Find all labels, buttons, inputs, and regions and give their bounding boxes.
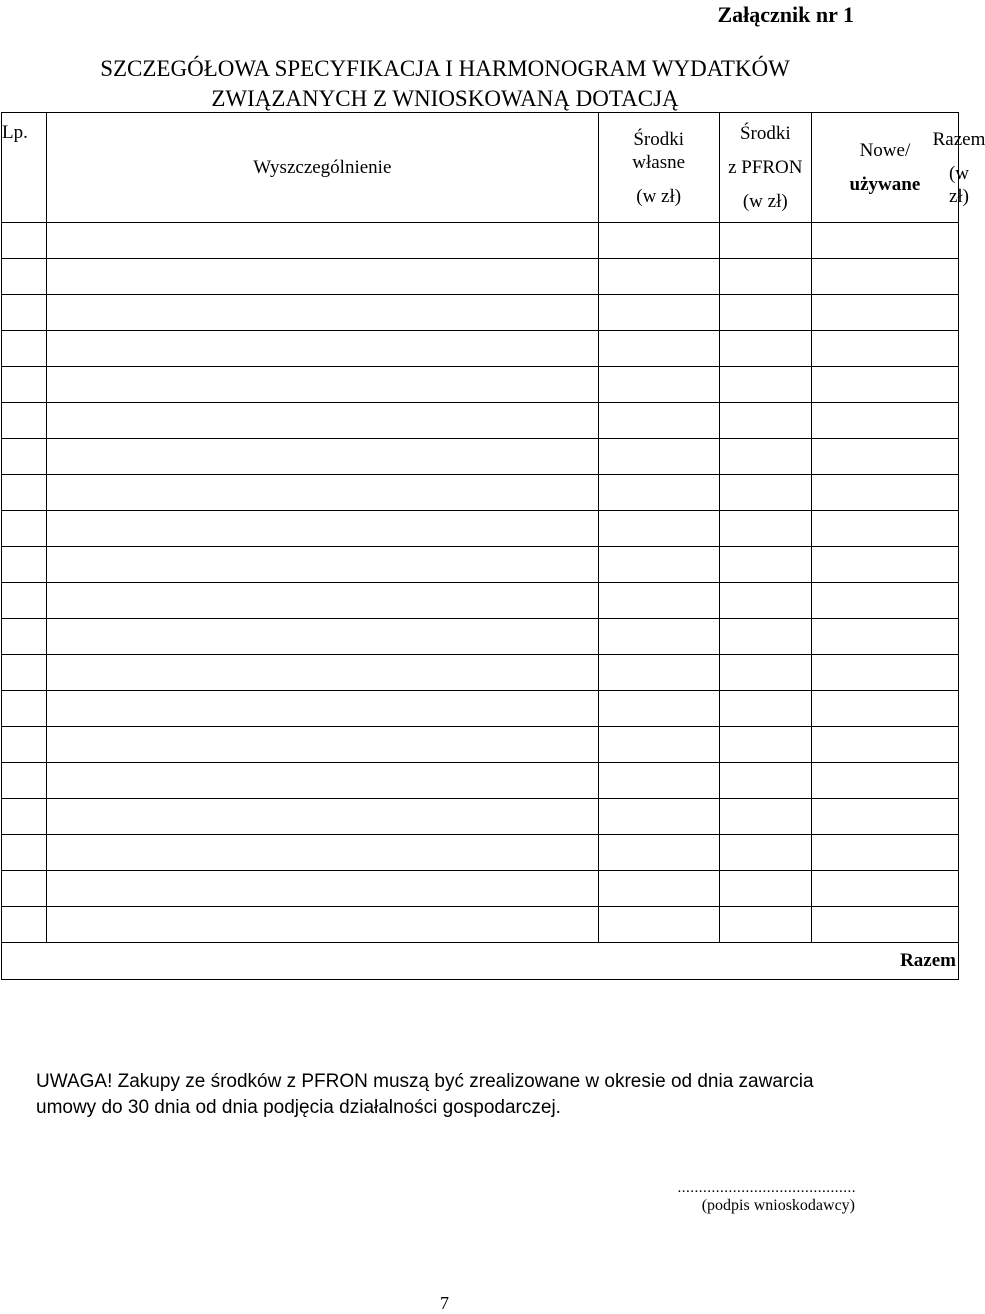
header-pfron-funds: Środki z PFRON (w zł)	[719, 113, 811, 223]
own-funds-cell[interactable]	[598, 583, 719, 619]
header-description: Wyszczególnienie	[47, 113, 599, 223]
pfron-funds-cell[interactable]	[719, 331, 811, 367]
table-row	[2, 547, 959, 583]
table-header-row: Lp. Wyszczególnienie Środki własne (w zł) Środki z PFRON (w zł) Nowe/ używane Razem (w zł)	[2, 113, 959, 223]
description-cell[interactable]	[47, 583, 599, 619]
header-new-used: Nowe/ używane	[811, 113, 958, 223]
own-funds-cell[interactable]	[598, 367, 719, 403]
lp-cell[interactable]	[2, 511, 47, 547]
note-paragraph	[36, 1069, 866, 1121]
description-cell[interactable]	[47, 691, 599, 727]
pfron-funds-cell[interactable]	[719, 619, 811, 655]
document-title-line2: ZWIĄZANYCH Z WNIOSKOWANĄ DOTACJĄ	[211, 86, 679, 111]
table-row	[2, 475, 959, 511]
own-funds-cell[interactable]	[598, 511, 719, 547]
total-row	[2, 943, 959, 980]
header-lp: Lp.	[2, 113, 47, 223]
new-used-cell[interactable]	[811, 367, 958, 403]
lp-cell[interactable]	[2, 799, 47, 835]
table-body	[2, 223, 959, 943]
table-row	[2, 907, 959, 943]
lp-cell[interactable]	[2, 691, 47, 727]
new-used-cell[interactable]	[811, 763, 958, 799]
new-used-cell[interactable]	[811, 295, 958, 331]
description-cell[interactable]	[47, 403, 599, 439]
new-used-cell[interactable]	[811, 475, 958, 511]
table-row	[2, 727, 959, 763]
own-funds-cell[interactable]	[598, 547, 719, 583]
description-cell[interactable]	[47, 295, 599, 331]
own-funds-cell[interactable]	[598, 331, 719, 367]
pfron-funds-cell[interactable]	[719, 547, 811, 583]
lp-cell[interactable]	[2, 619, 47, 655]
table-row	[2, 583, 959, 619]
annex-label: Załącznik nr 1	[717, 2, 854, 27]
own-funds-cell[interactable]	[598, 727, 719, 763]
table-row	[2, 619, 959, 655]
own-funds-cell[interactable]	[598, 871, 719, 907]
new-used-cell[interactable]	[811, 331, 958, 367]
lp-cell[interactable]	[2, 331, 47, 367]
own-funds-cell[interactable]	[598, 223, 719, 259]
own-funds-cell[interactable]	[598, 763, 719, 799]
description-cell[interactable]	[47, 619, 599, 655]
new-used-cell[interactable]	[811, 691, 958, 727]
new-used-cell[interactable]	[811, 403, 958, 439]
lp-cell[interactable]	[2, 907, 47, 943]
own-funds-cell[interactable]	[598, 907, 719, 943]
expense-specification-table	[1, 112, 985, 980]
description-cell[interactable]	[47, 223, 599, 259]
lp-cell[interactable]	[2, 871, 47, 907]
description-cell[interactable]	[47, 727, 599, 763]
pfron-funds-cell[interactable]	[719, 259, 811, 295]
description-cell[interactable]	[47, 511, 599, 547]
description-cell[interactable]	[47, 475, 599, 511]
total-label: Razem	[2, 943, 959, 980]
table-row	[2, 295, 959, 331]
signature-label: (podpis wnioskodawcy)	[701, 1197, 855, 1214]
table-row	[2, 799, 959, 835]
pfron-funds-cell[interactable]	[719, 835, 811, 871]
lp-cell[interactable]	[2, 295, 47, 331]
pfron-funds-cell[interactable]	[719, 763, 811, 799]
table-row	[2, 259, 959, 295]
lp-cell[interactable]	[2, 223, 47, 259]
new-used-cell[interactable]	[811, 655, 958, 691]
own-funds-cell[interactable]	[598, 655, 719, 691]
pfron-funds-cell[interactable]	[719, 403, 811, 439]
description-cell[interactable]	[47, 763, 599, 799]
note-text: Zakupy ze środków z PFRON muszą być zrealizowane w okresie od dnia zawarcia umowy do 30 dnia od dnia podjęcia działalności gospodarczej.	[36, 1071, 814, 1118]
description-cell[interactable]	[47, 655, 599, 691]
pfron-funds-cell[interactable]	[719, 439, 811, 475]
new-used-cell[interactable]	[811, 259, 958, 295]
description-cell[interactable]	[47, 439, 599, 475]
description-cell[interactable]	[47, 799, 599, 835]
new-used-cell[interactable]	[811, 511, 958, 547]
description-cell[interactable]	[47, 331, 599, 367]
own-funds-cell[interactable]	[598, 691, 719, 727]
new-used-cell[interactable]	[811, 799, 958, 835]
pfron-funds-cell[interactable]	[719, 511, 811, 547]
table-row	[2, 439, 959, 475]
pfron-funds-cell[interactable]	[719, 871, 811, 907]
pfron-funds-cell[interactable]	[719, 223, 811, 259]
new-used-cell[interactable]	[811, 547, 958, 583]
table-row	[2, 835, 959, 871]
lp-cell[interactable]	[2, 763, 47, 799]
own-funds-cell[interactable]	[598, 295, 719, 331]
lp-cell[interactable]	[2, 367, 47, 403]
header-own-funds: Środki własne (w zł)	[598, 113, 719, 223]
new-used-cell[interactable]	[811, 907, 958, 943]
lp-cell[interactable]	[2, 403, 47, 439]
table-row	[2, 511, 959, 547]
new-used-cell[interactable]	[811, 871, 958, 907]
own-funds-cell[interactable]	[598, 799, 719, 835]
pfron-funds-cell[interactable]	[719, 367, 811, 403]
document-title-line1: SZCZEGÓŁOWA SPECYFIKACJA I HARMONOGRAM WYDATKÓW	[100, 56, 790, 81]
pfron-funds-cell[interactable]	[719, 799, 811, 835]
own-funds-cell[interactable]	[598, 259, 719, 295]
own-funds-cell[interactable]	[598, 475, 719, 511]
new-used-cell[interactable]	[811, 439, 958, 475]
table-row	[2, 331, 959, 367]
description-cell[interactable]	[47, 547, 599, 583]
own-funds-cell[interactable]	[598, 619, 719, 655]
description-cell[interactable]	[47, 259, 599, 295]
own-funds-cell[interactable]	[598, 403, 719, 439]
description-cell[interactable]	[47, 871, 599, 907]
table-row	[2, 655, 959, 691]
new-used-cell[interactable]	[811, 223, 958, 259]
pfron-funds-cell[interactable]	[719, 583, 811, 619]
new-used-cell[interactable]	[811, 619, 958, 655]
table-row	[2, 367, 959, 403]
table-row	[2, 223, 959, 259]
pfron-funds-cell[interactable]	[719, 475, 811, 511]
own-funds-cell[interactable]	[598, 439, 719, 475]
pfron-funds-cell[interactable]	[719, 295, 811, 331]
table-row	[2, 871, 959, 907]
lp-cell[interactable]	[2, 583, 47, 619]
new-used-cell[interactable]	[811, 835, 958, 871]
table-row	[2, 691, 959, 727]
pfron-funds-cell[interactable]	[719, 691, 811, 727]
lp-cell[interactable]	[2, 475, 47, 511]
lp-cell[interactable]	[2, 259, 47, 295]
lp-cell[interactable]	[2, 835, 47, 871]
lp-cell[interactable]	[2, 655, 47, 691]
table-row	[2, 403, 959, 439]
page-number: 7	[440, 1293, 449, 1313]
note-label: UWAGA!	[36, 1071, 113, 1092]
pfron-funds-cell[interactable]	[719, 655, 811, 691]
description-cell[interactable]	[47, 835, 599, 871]
description-cell[interactable]	[47, 907, 599, 943]
table-row	[2, 763, 959, 799]
pfron-funds-cell[interactable]	[719, 907, 811, 943]
lp-cell[interactable]	[2, 439, 47, 475]
description-cell[interactable]	[47, 367, 599, 403]
signature-dots: ..........................................	[677, 1180, 856, 1196]
lp-cell[interactable]	[2, 547, 47, 583]
new-used-cell[interactable]	[811, 727, 958, 763]
new-used-cell[interactable]	[811, 583, 958, 619]
pfron-funds-cell[interactable]	[719, 727, 811, 763]
lp-cell[interactable]	[2, 727, 47, 763]
own-funds-cell[interactable]	[598, 835, 719, 871]
